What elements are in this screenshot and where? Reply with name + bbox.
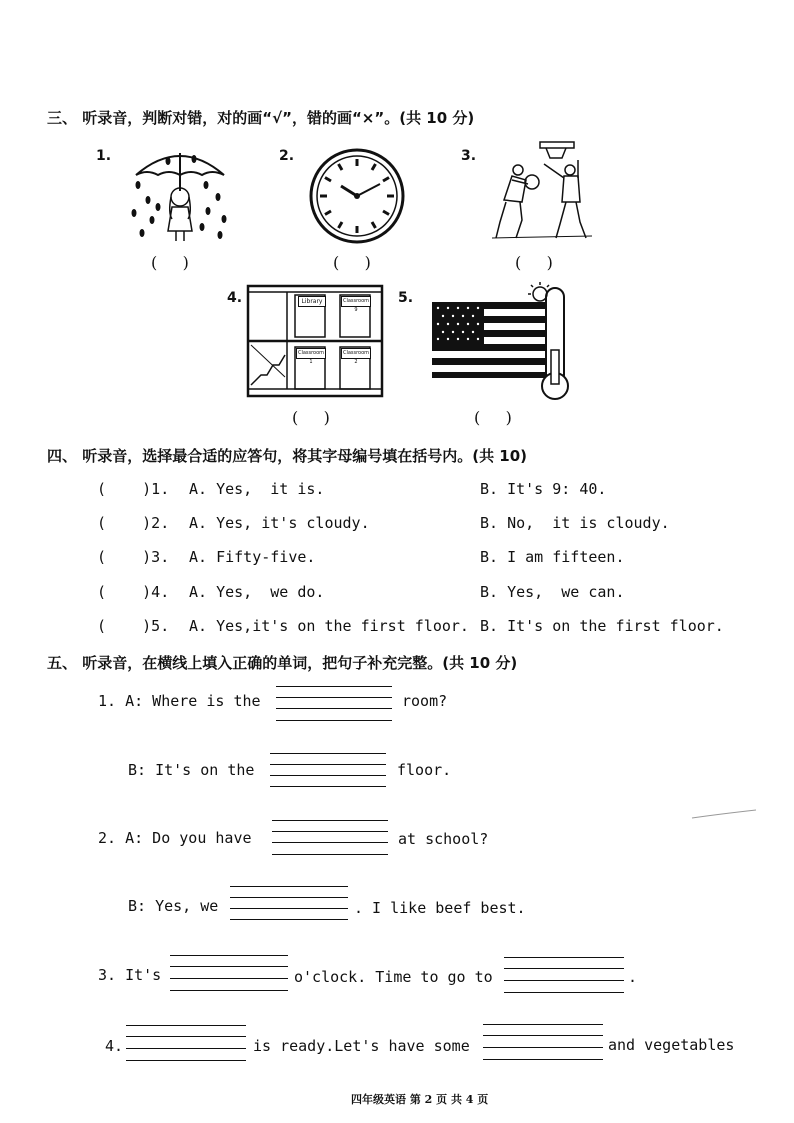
q5-1a-suffix: room? xyxy=(402,692,448,710)
q5-1b-prefix: B: It's on the xyxy=(128,761,255,779)
q3-option-b: B. I am fifteen. xyxy=(480,548,625,566)
q4-answer-parens[interactable]: ( )4. xyxy=(97,583,170,601)
q3-option-a: A. Fifty-five. xyxy=(189,548,316,566)
q5-1a-prefix: 1. A: Where is the xyxy=(98,692,261,710)
classroom9-sign: Classroom 9 xyxy=(342,298,370,313)
q2-option-b: B. No, it is cloudy. xyxy=(480,514,670,532)
q5-2a-blank[interactable] xyxy=(272,820,388,860)
q5-1b-suffix: floor. xyxy=(397,761,452,779)
q5-1b-blank[interactable] xyxy=(270,753,386,793)
q5-4-prefix: 4. xyxy=(105,1037,124,1055)
q5-1a-blank[interactable] xyxy=(276,686,392,726)
item4-number: 4. xyxy=(227,290,243,306)
scan-mark xyxy=(690,808,760,822)
section5-title: 五、 听录音，在横线上填入正确的单词，把句子补充完整。(共 10 分) xyxy=(47,654,518,672)
q3-answer-parens[interactable]: ( )3. xyxy=(97,548,170,566)
item1-number: 1. xyxy=(96,148,112,164)
q5-3-prefix: 3. It's xyxy=(98,966,162,984)
item2-answer-parens[interactable]: ( ) xyxy=(333,253,371,272)
item4-answer-parens[interactable]: ( ) xyxy=(292,408,330,427)
q5-4-suffix: and vegetables xyxy=(608,1036,735,1054)
q5-3-middle: o'clock. Time to go to xyxy=(294,968,493,986)
clock-picture xyxy=(308,148,406,244)
section3-title: 三、 听录音，判断对错，对的画“√”，错的画“×”。(共 10 分) xyxy=(47,109,475,127)
section4-title: 四、 听录音，选择最合适的应答句，将其字母编号填在括号内。(共 10) xyxy=(47,447,528,465)
q4-option-a: A. Yes, we do. xyxy=(189,583,325,601)
library-sign: Library xyxy=(298,296,326,307)
q5-2b-suffix: . I like beef best. xyxy=(354,899,526,917)
basketball-picture xyxy=(492,140,592,244)
flag-thermometer-picture xyxy=(430,280,570,402)
q5-4-middle: is ready.Let's have some xyxy=(253,1037,470,1055)
item3-number: 3. xyxy=(461,148,477,164)
q5-3-suffix: . xyxy=(628,968,638,986)
q5-3-blank-1[interactable] xyxy=(170,955,288,995)
q5-2b-blank[interactable] xyxy=(230,886,348,926)
q5-3-blank-2[interactable] xyxy=(504,957,624,997)
q5-option-a: A. Yes,it's on the first floor. xyxy=(189,617,469,635)
q1-option-b: B. It's 9: 40. xyxy=(480,480,607,498)
item5-number: 5. xyxy=(398,290,414,306)
q2-option-a: A. Yes, it's cloudy. xyxy=(189,514,370,532)
q5-option-b: B. It's on the first floor. xyxy=(480,617,724,635)
item1-answer-parens[interactable]: ( ) xyxy=(151,253,189,272)
item2-number: 2. xyxy=(279,148,295,164)
q5-4-blank-2[interactable] xyxy=(483,1024,603,1064)
classroom1-sign: Classroom 1 xyxy=(297,350,325,365)
item3-answer-parens[interactable]: ( ) xyxy=(515,253,553,272)
q5-2a-suffix: at school? xyxy=(398,830,489,848)
q5-4-blank-1[interactable] xyxy=(126,1025,246,1065)
q1-option-a: A. Yes, it is. xyxy=(189,480,325,498)
page-footer: 四年级英语 第 2 页 共 4 页 xyxy=(351,1093,489,1106)
q1-answer-parens[interactable]: ( )1. xyxy=(97,480,170,498)
q2-answer-parens[interactable]: ( )2. xyxy=(97,514,170,532)
q5-answer-parens[interactable]: ( )5. xyxy=(97,617,170,635)
q4-option-b: B. Yes, we can. xyxy=(480,583,625,601)
q5-2b-prefix: B: Yes, we xyxy=(128,897,219,915)
rain-umbrella-picture xyxy=(128,145,233,245)
classroom2-sign: Classroom 2 xyxy=(342,350,370,365)
q5-2a-prefix: 2. A: Do you have xyxy=(98,829,252,847)
item5-answer-parens[interactable]: ( ) xyxy=(474,408,512,427)
